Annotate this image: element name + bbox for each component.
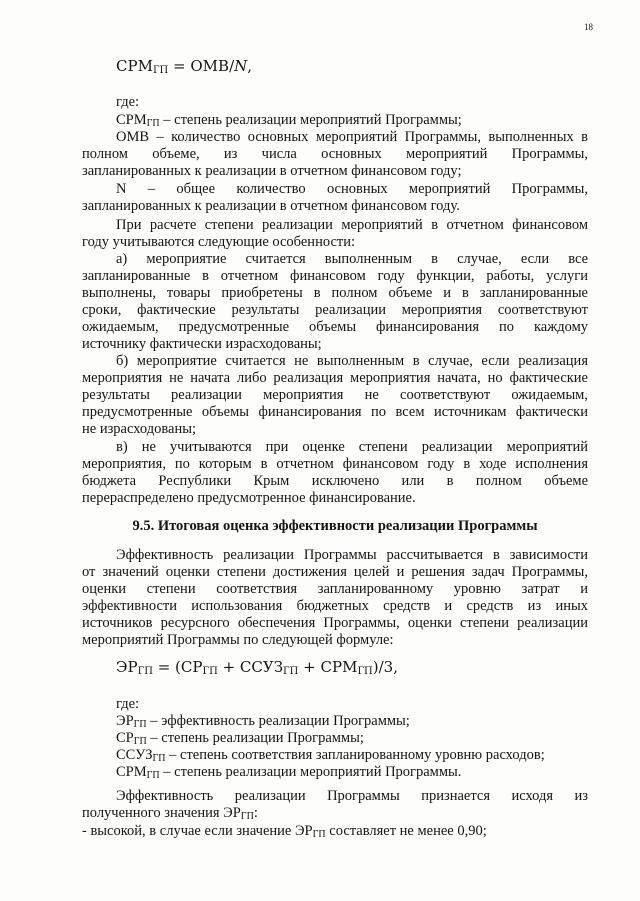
item-c-line: мероприятия, по которым в отчетном финансовом году в ходе исполнения xyxy=(82,456,588,472)
where-label: где: xyxy=(116,94,140,110)
definition-sr: $СР_{ГП}$ – степень реализации Программы; xyxy=(116,730,364,747)
definition-srm: $СРМ_{ГП}$ – степень реализации мероприятий Программы; xyxy=(116,112,462,129)
paragraph-line: эффективности использования бюджетных средств и средств из иных xyxy=(82,598,588,614)
paragraph-line: мероприятий Программы по следующей формуле: xyxy=(82,632,394,648)
paragraph-line: Эффективность реализации Программы рассчитывается в зависимости xyxy=(116,547,588,563)
definition-n-line: запланированных к реализации в отчетном финансовом году. xyxy=(82,198,460,214)
paragraph-line: источников ресурсного обеспечения Программы, оценки степени реализации xyxy=(82,615,588,631)
definition-omv-line: ОМВ – количество основных мероприятий Программы, выполненных в xyxy=(116,129,588,145)
bullet-high: - высокой, в случае если значение $ЭР_{ГП}$ составляет не менее 0,90; xyxy=(82,823,487,840)
item-b-line: не израсходованы; xyxy=(82,421,197,437)
paragraph-line: полученного значения $ЭР_{ГП}$: xyxy=(82,805,258,822)
paragraph-line: от значений оценки степени достижения целей и решения задач Программы, xyxy=(82,564,588,580)
definition-ssuz: $ССУЗ_{ГП}$ – степень соответствия запланированному уровню расходов; xyxy=(116,747,545,764)
item-c-line: перераспределено предусмотренное финансирование. xyxy=(82,490,416,506)
paragraph-line: оценки степени соответствия запланированному уровню затрат и xyxy=(82,581,588,597)
where-label: где: xyxy=(116,696,140,712)
definition-srm: $СРМ_{ГП}$ – степень реализации мероприятий Программы. xyxy=(116,764,462,781)
paragraph-line: году учитываются следующие особенности: xyxy=(82,234,356,250)
item-c-line: в) не учитываются при оценке степени реализации мероприятий xyxy=(116,439,588,455)
item-c-line: бюджета Республики Крым исключено или в полном объеме xyxy=(82,473,588,489)
item-a-line: источнику фактически израсходованы; xyxy=(82,336,322,352)
item-b-line: б) мероприятие считается не выполненным в случае, если реализация xyxy=(116,353,588,369)
definition-n-line: N – общее количество основных мероприятий Программы, xyxy=(116,181,588,197)
definition-omv-line: запланированных к реализации в отчетном финансовом году; xyxy=(82,163,462,179)
item-a-line: сроки, фактические результаты реализации мероприятия соответствуют xyxy=(82,302,588,318)
paragraph-line: При расчете степени реализации мероприятий в отчетном финансовом xyxy=(116,217,588,233)
item-a-line: выполнены, товары приобретены в полном объеме и в запланированные xyxy=(82,285,588,301)
item-a-line: ожидаемым, предусмотренные объемы финансирования по каждому xyxy=(82,319,588,335)
item-b-line: результаты реализации мероприятия не соответствуют ожидаемым, xyxy=(82,387,588,403)
formula-er: $ЭР_{ГП} = (СР_{ГП}$ + $ССУЗ_{ГП} + СРМ_{ГП})/3$, xyxy=(116,658,398,677)
paragraph-line: Эффективность реализации Программы признается исходя из xyxy=(116,788,588,804)
section-heading: 9.5. Итоговая оценка эффективности реализации Программы xyxy=(132,518,538,534)
item-a-line: запланированные в отчетном финансовом году функции, работы, услуги xyxy=(82,268,588,284)
item-a-line: а) мероприятие считается выполненным в случае, если все xyxy=(116,251,588,267)
definition-omv-line: полном объеме, из числа основных мероприятий Программы, xyxy=(82,146,588,162)
formula-srm: $СРМ_{ГП} = ОМВ/N$, xyxy=(116,57,253,76)
item-b-line: предусмотренные объемы финансирования по всем источникам фактически xyxy=(82,404,588,420)
definition-er: $ЭР_{ГП}$ – эффективность реализации Программы; xyxy=(116,713,410,730)
item-b-line: мероприятия не начата либо реализация мероприятия начата, но фактические xyxy=(82,370,588,386)
page-number: 18 xyxy=(584,22,593,32)
